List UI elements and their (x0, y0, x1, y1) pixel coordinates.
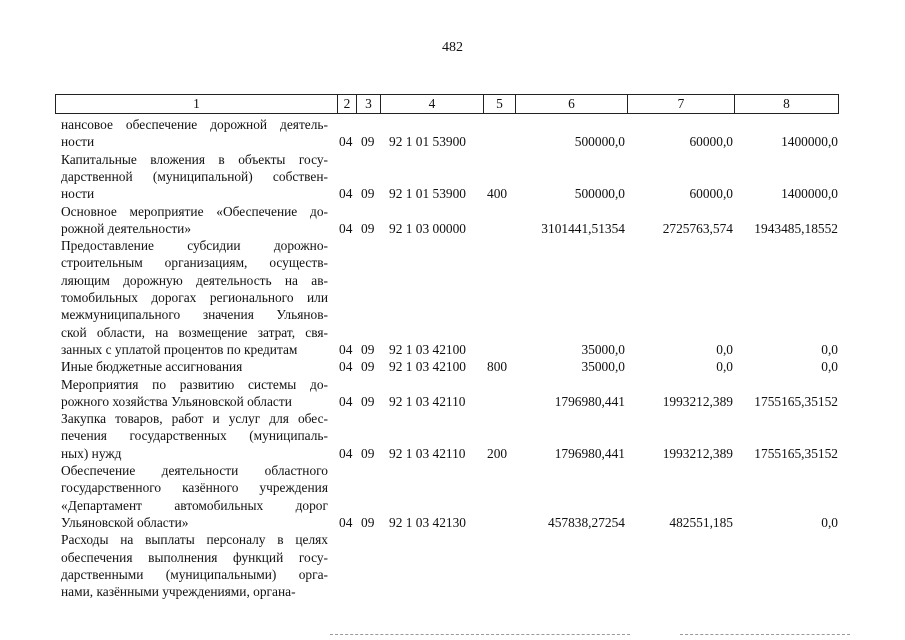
row-description-line: Капитальные вложения в объекты госу- (61, 151, 328, 167)
target-article-code: 92 1 03 00000 (389, 220, 466, 236)
row-description-line: строительным организациям, осуществ- (61, 255, 328, 271)
row-description-line: ности (61, 134, 95, 150)
target-article-code: 92 1 03 42100 (389, 359, 466, 375)
row-description-line: Закупка товаров, работ и услуг для обес- (61, 411, 328, 427)
target-article-code: 92 1 03 42110 (389, 393, 466, 409)
row-description-line: Иные бюджетные ассигнования (61, 359, 243, 375)
table-header (55, 94, 839, 114)
row-description-line: ности (61, 186, 95, 202)
header-col-4: 4 (381, 95, 484, 113)
amount-col-7: 1993212,389 (662, 393, 733, 409)
row-description-line: занных с уплатой процентов по кредитам (61, 341, 298, 357)
subsection-code: 09 (361, 186, 375, 202)
target-article-code: 92 1 03 42100 (389, 341, 466, 357)
target-article-code: 92 1 01 53900 (389, 186, 466, 202)
amount-col-7: 0,0 (716, 341, 733, 357)
subsection-code: 09 (361, 445, 375, 461)
row-description-line: ляющим дорожную деятельность на ав- (61, 272, 328, 288)
row-description-line: Обеспечение деятельности областного (61, 463, 328, 478)
header-col-2: 2 (338, 95, 357, 113)
section-code: 04 (339, 393, 353, 409)
amount-col-8: 1943485,18552 (754, 220, 838, 236)
amount-col-8: 1755165,35152 (754, 393, 838, 409)
target-article-code: 92 1 01 53900 (389, 134, 466, 150)
section-code: 04 (339, 186, 353, 202)
row-description-line: «Департамент автомобильных дорог (61, 497, 328, 513)
row-description-line: печения государственных (муниципаль- (61, 428, 328, 444)
amount-col-8: 1400000,0 (781, 186, 838, 202)
amount-col-6: 457838,27254 (548, 514, 625, 530)
subsection-code: 09 (361, 134, 375, 150)
amount-col-8: 0,0 (821, 514, 838, 530)
row-description-line: Мероприятия по развитию системы до- (61, 376, 328, 392)
header-col-5: 5 (484, 95, 516, 113)
header-col-7: 7 (628, 95, 735, 113)
amount-col-6: 3101441,51354 (541, 220, 625, 236)
bottom-edge-rule-right (680, 634, 850, 635)
row-description-line: Основное мероприятие «Обеспечение до- (61, 203, 328, 219)
amount-col-6: 1796980,441 (554, 445, 625, 461)
amount-col-6: 500000,0 (574, 186, 625, 202)
target-article-code: 92 1 03 42130 (389, 514, 466, 530)
section-code: 04 (339, 359, 353, 375)
row-description-line: нансовое обеспечение дорожной деятель- (61, 117, 328, 132)
row-description-line: томобильных дорогах регионального или (61, 290, 328, 305)
amount-col-7: 60000,0 (689, 134, 733, 150)
subsection-code: 09 (361, 220, 375, 236)
section-code: 04 (339, 134, 353, 150)
row-description-line: нами, казёнными учреждениями, органа- (61, 584, 296, 600)
amount-col-8: 0,0 (821, 341, 838, 357)
amount-col-7: 1993212,389 (662, 445, 733, 461)
amount-col-7: 482551,185 (669, 514, 733, 530)
row-description-line: ской области, на возмещение затрат, свя- (61, 324, 328, 340)
header-col-8: 8 (783, 96, 790, 111)
header-col-6: 6 (516, 95, 628, 113)
expense-type-code: 800 (487, 359, 508, 375)
amount-col-6: 1796980,441 (554, 393, 625, 409)
amount-col-6: 500000,0 (574, 134, 625, 150)
row-description-line: межмуниципального значения Ульянов- (61, 307, 328, 323)
row-description-line: дарственными (муниципальными) орга- (61, 566, 328, 582)
row-description-line: обеспечения выполнения функций госу- (61, 549, 328, 565)
amount-col-7: 0,0 (716, 359, 733, 375)
row-description-line: Предоставление субсидии дорожно- (61, 238, 328, 254)
amount-col-6: 35000,0 (581, 359, 625, 375)
row-description-line: государственного казённого учреждения (61, 480, 328, 496)
expense-type-code: 400 (487, 186, 508, 202)
subsection-code: 09 (361, 514, 375, 530)
row-description-line: рожной деятельности» (61, 220, 192, 236)
amount-col-8: 0,0 (821, 359, 838, 375)
header-col-3: 3 (357, 95, 381, 113)
subsection-code: 09 (361, 393, 375, 409)
expense-type-code: 200 (487, 445, 508, 461)
amount-col-7: 2725763,574 (662, 220, 733, 236)
section-code: 04 (339, 445, 353, 461)
bottom-edge-rule (330, 634, 630, 635)
row-description-line: Ульяновской области» (61, 514, 189, 530)
row-description-line: рожного хозяйства Ульяновской области (61, 393, 292, 409)
row-description-line: дарственной (муниципальной) собствен- (61, 168, 328, 184)
target-article-code: 92 1 03 42110 (389, 445, 466, 461)
subsection-code: 09 (361, 359, 375, 375)
section-code: 04 (339, 514, 353, 530)
row-description-line: ных) нужд (61, 445, 122, 461)
page-number: 482 (442, 40, 463, 55)
section-code: 04 (339, 220, 353, 236)
section-code: 04 (339, 341, 353, 357)
amount-col-7: 60000,0 (689, 186, 733, 202)
amount-col-6: 35000,0 (581, 341, 625, 357)
header-col-1: 1 (56, 95, 338, 113)
amount-col-8: 1400000,0 (781, 134, 838, 150)
subsection-code: 09 (361, 341, 375, 357)
row-description-line: Расходы на выплаты персоналу в целях (61, 532, 328, 548)
amount-col-8: 1755165,35152 (754, 445, 838, 461)
